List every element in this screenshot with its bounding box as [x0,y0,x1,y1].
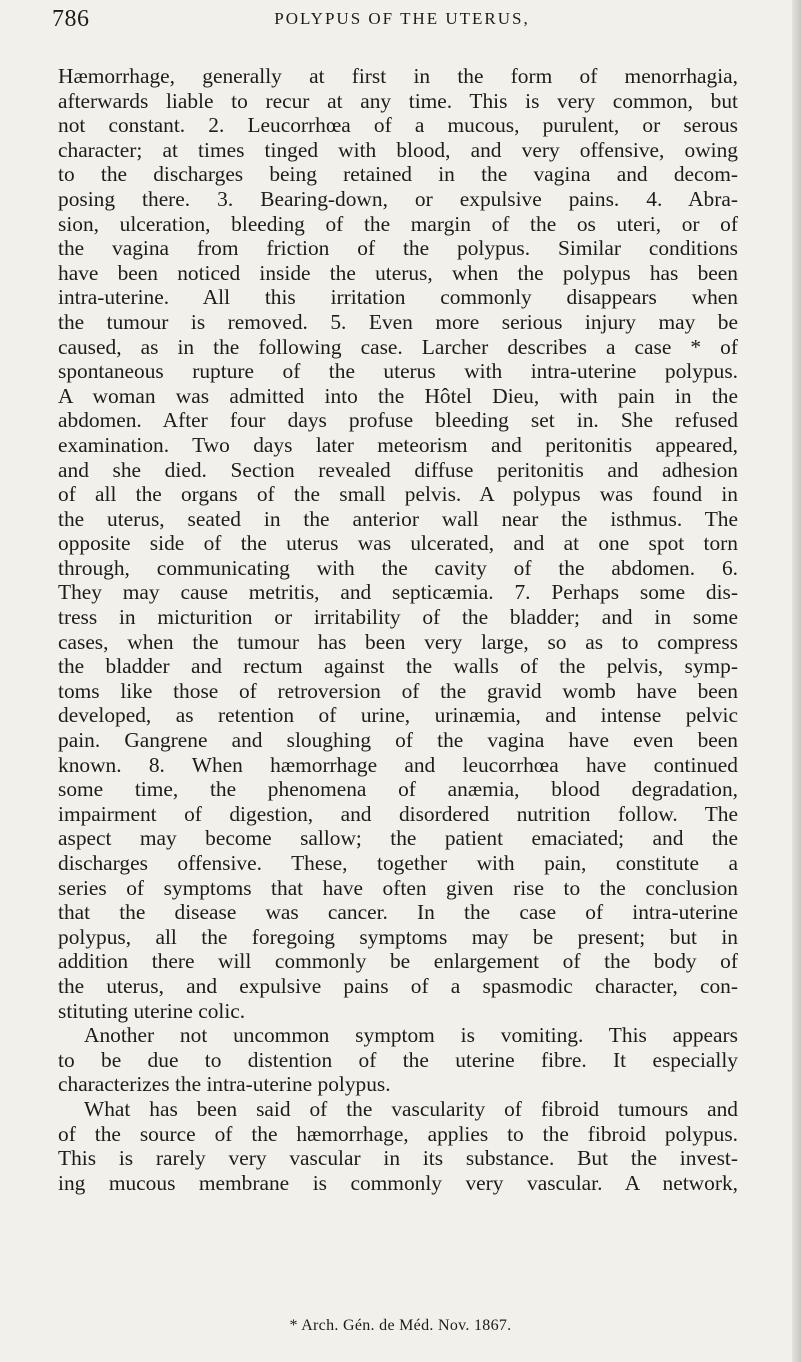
text-line: abdomen. After four days profuse bleeding set in. She refused [58,408,738,433]
text-line: have been noticed inside the uterus, when the polypus has been [58,260,738,285]
text-line: They may cause metritis, and septicæmia. 7. Perhaps some dis- [58,580,738,605]
text-line: Another not uncommon symptom is vomiting. This appears [84,1023,738,1048]
text-line: posing there. 3. Bearing-down, or expulsive pains. 4. Abra- [58,186,738,211]
text-line: characterizes the intra-uterine polypus. [58,1072,391,1097]
page-header [52,6,752,36]
text-line: impairment of digestion, and disordered nutrition follow. The [58,801,738,826]
text-line: the bladder and rectum against the walls of the pelvis, symp- [58,654,738,679]
text-line: sion, ulceration, bleeding of the margin of the os uteri, or of [58,211,738,236]
text-line: afterwards liable to recur at any time. This is very common, but [58,88,738,113]
text-line: the vagina from friction of the polypus. Similar conditions [58,236,738,261]
text-line: series of symptoms that have often given rise to the conclusion [58,875,738,900]
text-line: tress in micturition or irritability of the bladder; and in some [58,605,738,630]
text-line: the uterus, seated in the anterior wall near the isthmus. The [58,506,738,531]
text-line: character; at times tinged with blood, and very offensive, owing [58,137,738,162]
text-line: that the disease was cancer. In the case of intra-uterine [58,900,738,925]
text-line: intra-uterine. All this irritation commonly disappears when [58,285,738,310]
text-line: and she died. Section revealed diffuse peritonitis and adhesion [58,457,738,482]
page-edge [792,0,801,1362]
text-line: spontaneous rupture of the uterus with intra-uterine polypus. [58,359,738,384]
text-line: the uterus, and expulsive pains of a spasmodic character, con- [58,973,738,998]
text-line: ing mucous membrane is commonly very vascular. A network, [58,1170,738,1195]
page-number: 786 [52,6,90,32]
text-line: opposite side of the uterus was ulcerated, and at one spot torn [58,531,738,556]
text-line: This is rarely very vascular in its substance. But the invest- [58,1146,738,1171]
text-line: of all the organs of the small pelvis. A polypus was found in [58,482,738,507]
text-line: to be due to distention of the uterine fibre. It especially [58,1047,738,1072]
text-line: examination. Two days later meteorism and peritonitis appeared, [58,432,738,457]
text-line: polypus, all the foregoing symptoms may be present; but in [58,924,738,949]
text-line: to the discharges being retained in the vagina and decom- [58,162,738,187]
footnote: * Arch. Gén. de Méd. Nov. 1867. [289,1317,512,1334]
text-line: Hæmorrhage, generally at first in the form of menorrhagia, [58,64,738,88]
text-line: What has been said of the vascularity of fibroid tumours and [84,1096,738,1121]
text-line: caused, as in the following case. Larcher describes a case * of [58,334,738,359]
body-text [58,64,738,1195]
text-line: stituting uterine colic. [58,998,246,1023]
text-line: not constant. 2. Leucorrhœa of a mucous, purulent, or serous [58,113,738,138]
text-line: toms like those of retroversion of the gravid womb have been [58,678,738,703]
text-line: pain. Gangrene and sloughing of the vagina have even been [58,728,738,753]
running-head: POLYPUS OF THE UTERUS, [274,9,530,28]
text-line: known. 8. When hæmorrhage and leucorrhœa have continued [58,752,738,777]
text-line: through, communicating with the cavity of the abdomen. 6. [58,555,738,580]
text-line: aspect may become sallow; the patient emaciated; and the [58,826,738,851]
text-line: A woman was admitted into the Hôtel Dieu, with pain in the [58,383,738,408]
text-line: addition there will commonly be enlargement of the body of [58,949,738,974]
text-line: discharges offensive. These, together with pain, constitute a [58,851,738,875]
text-line: of the source of the hæmorrhage, applies to the fibroid polypus. [58,1121,738,1146]
text-line: some time, the phenomena of anæmia, blood degradation, [58,777,738,802]
text-line: the tumour is removed. 5. Even more serious injury may be [58,309,738,334]
text-line: cases, when the tumour has been very large, so as to compress [58,629,738,654]
text-line: developed, as retention of urine, urinæmia, and intense pelvic [58,703,738,728]
